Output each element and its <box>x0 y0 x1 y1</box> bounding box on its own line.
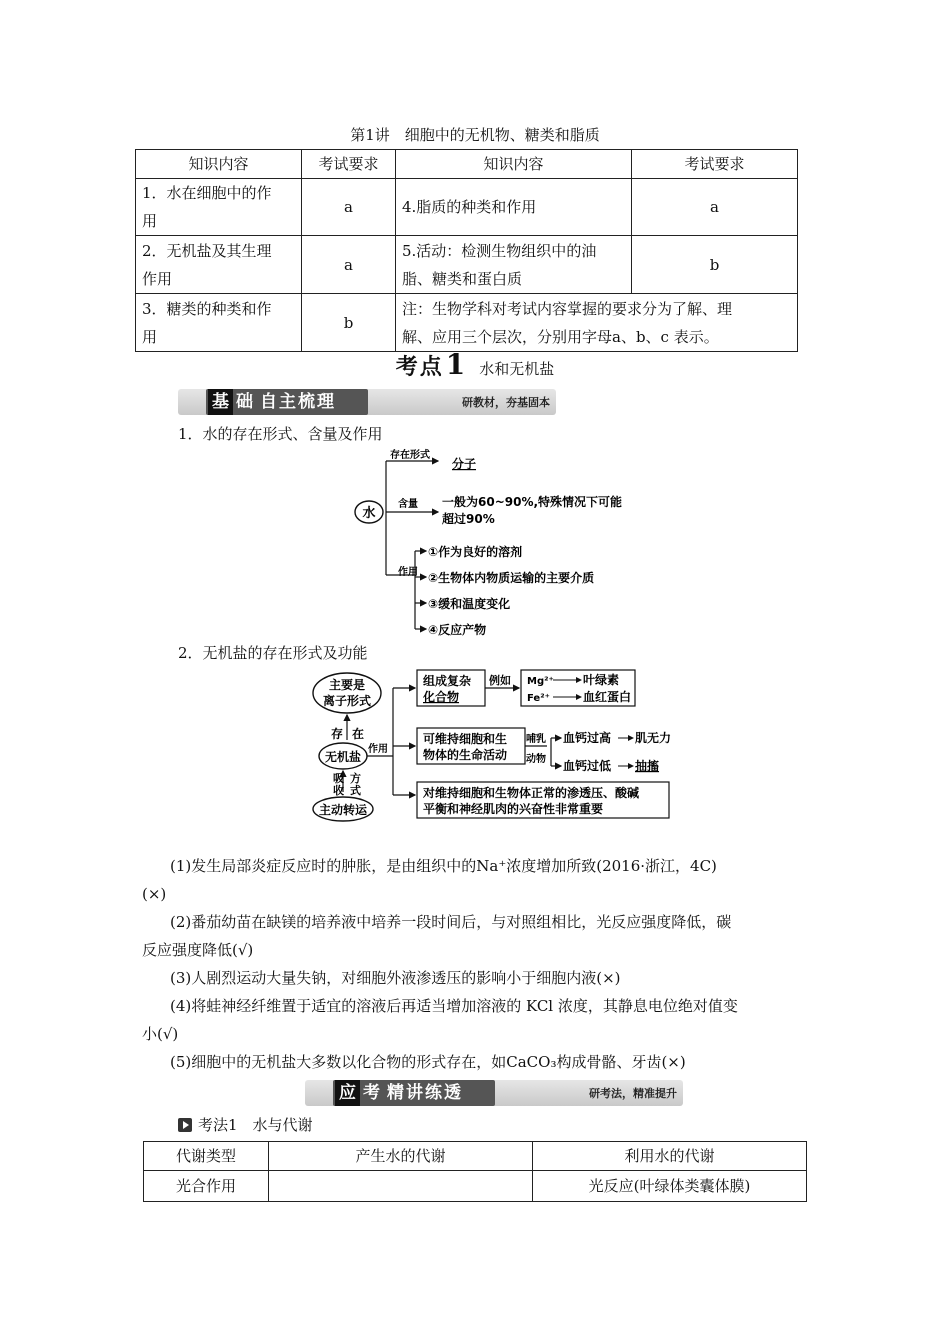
svg-text:平衡和神经肌肉的兴奋性非常重要: 平衡和神经肌肉的兴奋性非常重要 <box>423 802 604 816</box>
header-knowledge-1: 知识内容 <box>136 150 302 179</box>
metabolism-table <box>143 1141 807 1202</box>
svg-text:存: 存 <box>331 727 344 741</box>
svg-text:方: 方 <box>350 772 361 785</box>
branch-value-form: 分子 <box>452 457 477 471</box>
judgement-item: (5)细胞中的无机盐大多数以化合物的形式存在，如CaCO₃构成骨骼、牙齿(×) <box>170 1053 686 1071</box>
svg-text:可维持细胞和生: 可维持细胞和生 <box>423 732 508 746</box>
section-banner-basic: 基 础 自主梳理 研教材，夯基固本 <box>178 389 556 415</box>
svg-text:抽搐: 抽搐 <box>635 759 660 773</box>
table-note: 注：生物学科对考试内容掌握的要求分为了解、理 解、应用三个层次，分别用字母a、b、c 表示。 <box>396 294 798 352</box>
svg-text:对维持细胞和生物体正常的渗透压、酸碱: 对维持细胞和生物体正常的渗透压、酸碱 <box>423 786 640 800</box>
svg-text:哺乳: 哺乳 <box>526 734 546 745</box>
header-type: 代谢类型 <box>144 1142 269 1171</box>
svg-text:收: 收 <box>333 784 344 797</box>
svg-text:Fe²⁺: Fe²⁺ <box>527 693 550 704</box>
play-icon <box>178 1118 192 1132</box>
header-requirement-2: 考试要求 <box>632 150 798 179</box>
salt-diagram <box>305 668 675 826</box>
section-1-title: 1．水的存在形式、含量及作用 <box>178 425 383 443</box>
content-line-2: 超过90% <box>442 512 495 526</box>
svg-text:作用: 作用 <box>368 744 388 755</box>
judgement-item: (2)番茄幼苗在缺镁的培养液中培养一段时间后，与对照组相比，光反应强度降低，碳 <box>170 913 732 931</box>
svg-text:在: 在 <box>352 727 365 741</box>
section-2-title: 2．无机盐的存在形式及功能 <box>178 644 368 662</box>
table-cell: 4.脂质的种类和作用 <box>396 179 632 236</box>
branch-label-form: 存在形式 <box>390 450 430 461</box>
svg-text:动物: 动物 <box>526 754 546 765</box>
table-cell: 光反应(叶绿体类囊体膜) <box>533 1171 807 1202</box>
header-produce: 产生水的代谢 <box>269 1142 533 1171</box>
svg-text:叶绿素: 叶绿素 <box>583 673 620 687</box>
svg-text:主动转运: 主动转运 <box>318 803 368 817</box>
header-requirement-1: 考试要求 <box>302 150 396 179</box>
role-item: ④反应产物 <box>428 623 487 637</box>
svg-text:化合物: 化合物 <box>423 690 460 704</box>
table-cell: a <box>302 179 396 236</box>
svg-text:主要是: 主要是 <box>328 678 366 692</box>
table-cell: 3．糖类的种类和作 用 <box>136 294 302 352</box>
table-cell: 2．无机盐及其生理 作用 <box>136 236 302 294</box>
table-cell: 光合作用 <box>144 1171 269 1202</box>
svg-text:离子形式: 离子形式 <box>322 694 372 708</box>
section-banner-exam: 应 考 精讲练透 研考法，精准提升 <box>305 1080 683 1106</box>
judgement-list: (1)发生局部炎症反应时的肿胀，是由组织中的Na⁺浓度增加所致(2016·浙江，4C) (×) (2)番茄幼苗在缺镁的培养液中培养一段时间后，与对照组相比，光反应强度降低，碳 反应强度降低(√) (3)人剧烈运动大量失钠，对细胞外液渗透压的影响小于细胞内液(×) (4)将蛙神经纤维置于适宜的溶液后再适当增加溶液的 KCl 浓度，其静息电位绝对值变 小(√) (5)细胞中的无机盐大多数以化合物的形式存在，如CaCO₃构成骨骼、牙齿(×) <box>142 852 814 1076</box>
table-cell <box>269 1171 533 1202</box>
water-diagram <box>350 445 650 640</box>
svg-text:例如: 例如 <box>489 674 511 687</box>
header-use: 利用水的代谢 <box>533 1142 807 1171</box>
role-item: ③缓和温度变化 <box>428 597 511 611</box>
branch-label-content: 含量 <box>398 499 418 510</box>
kaodian-heading: 考点1 水和无机盐 <box>395 348 555 381</box>
water-center-label: 水 <box>362 506 376 521</box>
table-cell: b <box>632 236 798 294</box>
svg-text:肌无力: 肌无力 <box>635 731 672 745</box>
header-knowledge-2: 知识内容 <box>396 150 632 179</box>
role-item: ②生物体内物质运输的主要介质 <box>428 571 595 585</box>
table-cell: a <box>632 179 798 236</box>
table-cell: b <box>302 294 396 352</box>
role-item: ①作为良好的溶剂 <box>428 545 523 559</box>
svg-text:血红蛋白: 血红蛋白 <box>583 690 632 704</box>
table-cell: 5.活动：检测生物组织中的油 脂、糖类和蛋白质 <box>396 236 632 294</box>
svg-text:式: 式 <box>350 784 361 797</box>
lecture-title: 第1讲 细胞中的无机物、糖类和脂质 <box>350 126 600 144</box>
banner-tagline: 研教材，夯基固本 <box>462 396 550 409</box>
requirements-table <box>135 149 798 352</box>
branch-label-role: 作用 <box>398 567 418 578</box>
judgement-item: (1)发生局部炎症反应时的肿胀，是由组织中的Na⁺浓度增加所致(2016·浙江，4C) <box>170 857 717 875</box>
table-cell: a <box>302 236 396 294</box>
banner-tagline: 研考法，精准提升 <box>589 1087 677 1100</box>
svg-text:Mg²⁺: Mg²⁺ <box>527 676 554 687</box>
svg-text:血钙过高: 血钙过高 <box>563 731 612 745</box>
content-line-1: 一般为60~90%,特殊情况下可能 <box>442 495 623 509</box>
svg-text:血钙过低: 血钙过低 <box>563 759 612 773</box>
judgement-item: (3)人剧烈运动大量失钠，对细胞外液渗透压的影响小于细胞内液(×) <box>170 969 621 987</box>
svg-text:物体的生命活动: 物体的生命活动 <box>423 748 508 762</box>
table-cell: 1．水在细胞中的作 用 <box>136 179 302 236</box>
svg-text:组成复杂: 组成复杂 <box>423 674 472 688</box>
method-heading: 考法1 水与代谢 <box>178 1114 313 1135</box>
svg-text:吸: 吸 <box>333 772 344 785</box>
svg-text:无机盐: 无机盐 <box>324 750 362 764</box>
judgement-item: (4)将蛙神经纤维置于适宜的溶液后再适当增加溶液的 KCl 浓度，其静息电位绝对值变 <box>170 997 738 1015</box>
